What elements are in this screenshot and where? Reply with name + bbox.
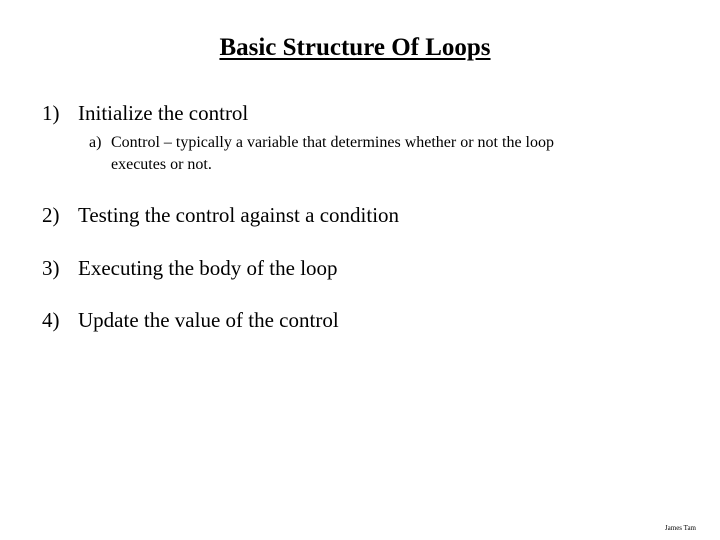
list-item-text: Executing the body of the loop <box>78 256 338 280</box>
list-item-text: Update the value of the control <box>78 308 339 332</box>
sub-list-item-text: Control – typically a variable that determines whether or not the loop <box>111 134 554 151</box>
list-item-number: 1) <box>42 101 60 125</box>
slide-title: Basic Structure Of Loops <box>219 34 491 61</box>
list-item-text: Testing the control against a condition <box>78 203 400 227</box>
list-item <box>42 101 248 126</box>
sub-list-item-continuation: executes or not. <box>111 156 212 173</box>
list-item <box>42 308 339 333</box>
list-item-number: 4) <box>42 308 60 332</box>
sub-list-item <box>89 132 689 176</box>
list-item <box>42 256 338 281</box>
sub-list-item-line <box>89 132 689 154</box>
list-item-number: 3) <box>42 256 60 280</box>
list-item-number: 2) <box>42 203 60 227</box>
list-item <box>42 203 399 228</box>
sub-list-item-marker: a) <box>89 134 102 151</box>
footer-author: James Tam <box>664 524 696 532</box>
list-item-text: Initialize the control <box>78 101 249 125</box>
